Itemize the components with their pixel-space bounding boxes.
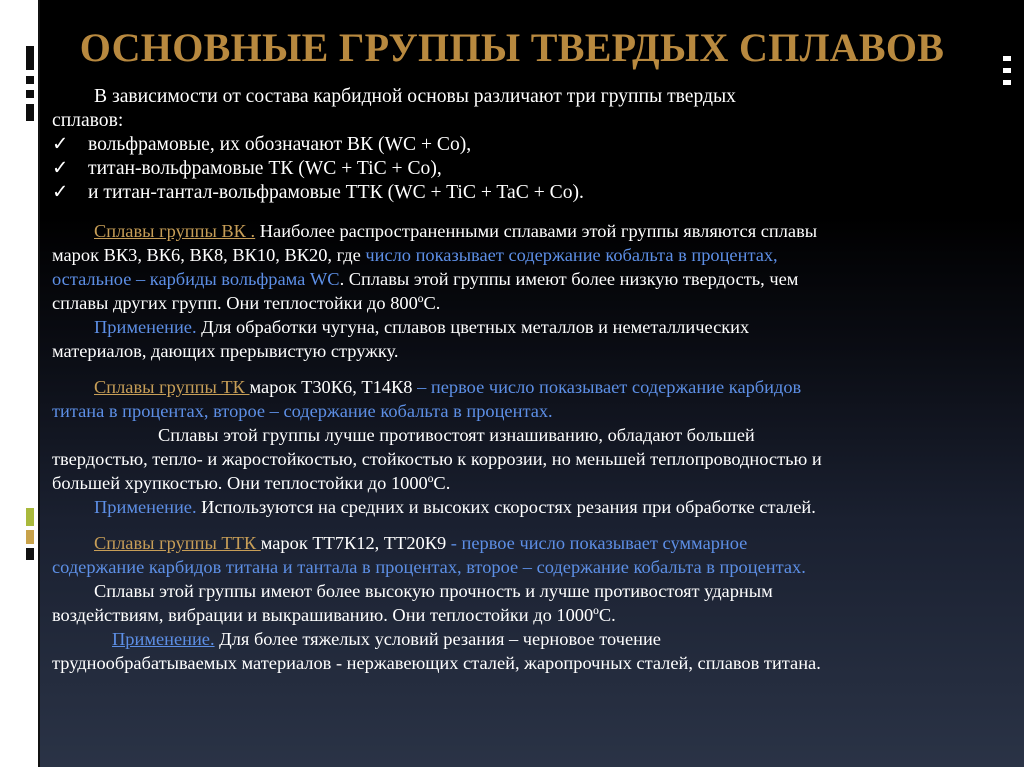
application-label: Применение. (94, 317, 197, 337)
intro-line-1: В зависимости от состава карбидной основы различают три группы твердых (94, 86, 736, 107)
application-label: Применение. (94, 497, 197, 517)
heading-ttk: Сплавы группы ТТК (94, 533, 261, 553)
slide-left-border-line (38, 0, 40, 767)
slide-left-border (0, 0, 40, 767)
decor-bar-gold (26, 530, 34, 544)
checkmark-icon: ✓ (52, 182, 69, 203)
checkmark-icon: ✓ (52, 134, 69, 155)
section-vk: Сплавы группы ВК . Наиболее распространенными сплавами этой группы являются сплавы марок ВК3, ВК6, ВК8, ВК10, ВК20, где число показывает содержание кобальта в процентах, остальное – карбиды вольфрама WC. Сплавы этой группы имеют более низкую твердость, чем сплавы других групп. Они теплостойки до 800ºС. Применение. Для обработки чугуна, сплавов цветных металлов и неметаллических материалов, дающих прерывистую стружку. (52, 221, 818, 361)
decor-bar-top-light (26, 98, 34, 104)
section-ttk: Сплавы группы ТТК марок ТТ7К12, ТТ20К9 - первое число показывает суммарное содержание карбидов титана и тантала в процентах, второе – содержание кобальта в процентах. Сплавы этой группы имеют более высокую прочность и лучше противостоят ударным воздействиям, вибрации и выкрашиванию. Они теплостойки до 1000ºС. Применение. Для более тяжелых условий резания – черновое точение труднообрабатываемых материалов - нержавеющих сталей, жаропрочных сталей, сплавов титана. (52, 533, 821, 673)
slide-content (52, 85, 1002, 675)
decor-bar-green (26, 508, 34, 526)
intro-block (52, 85, 1002, 205)
heading-vk: Сплавы группы ВК . (94, 221, 256, 241)
slide-title: ОСНОВНЫЕ ГРУППЫ ТВЕРДЫХ СПЛАВОВ (79, 25, 945, 70)
decor-mark-right (1003, 80, 1011, 85)
intro-line-2: сплавов: (52, 110, 124, 131)
decor-bar-top-light (26, 84, 34, 90)
section-tk: Сплавы группы ТК марок Т30К6, Т14К8 – первое число показывает содержание карбидов титана в процентах, второе – содержание кобальта в процентах. Сплавы этой группы лучше противостоят изнашиванию, обладают большей твердостью, тепло- и жаростойкостью, стойкостью к коррозии, но меньшей теплопроводностью и большей хрупкостью. Они теплостойки до 1000ºС. Применение. Используются на средних и высоких скоростях резания при обработке сталей. (52, 377, 822, 517)
checkmark-icon: ✓ (52, 158, 69, 179)
list-item: ✓ и титан-тантал-вольфрамовые ТТК (WC + TiC + TaC + Co). (52, 182, 584, 203)
list-item: ✓ титан-вольфрамовые ТК (WC + TiC + Co), (52, 158, 442, 179)
list-item: ✓ вольфрамовые, их обозначают ВК (WC + Co), (52, 134, 472, 155)
application-label: Применение. (112, 629, 215, 649)
heading-tk: Сплавы группы ТК (94, 377, 250, 397)
decor-bar-dark (26, 548, 34, 560)
